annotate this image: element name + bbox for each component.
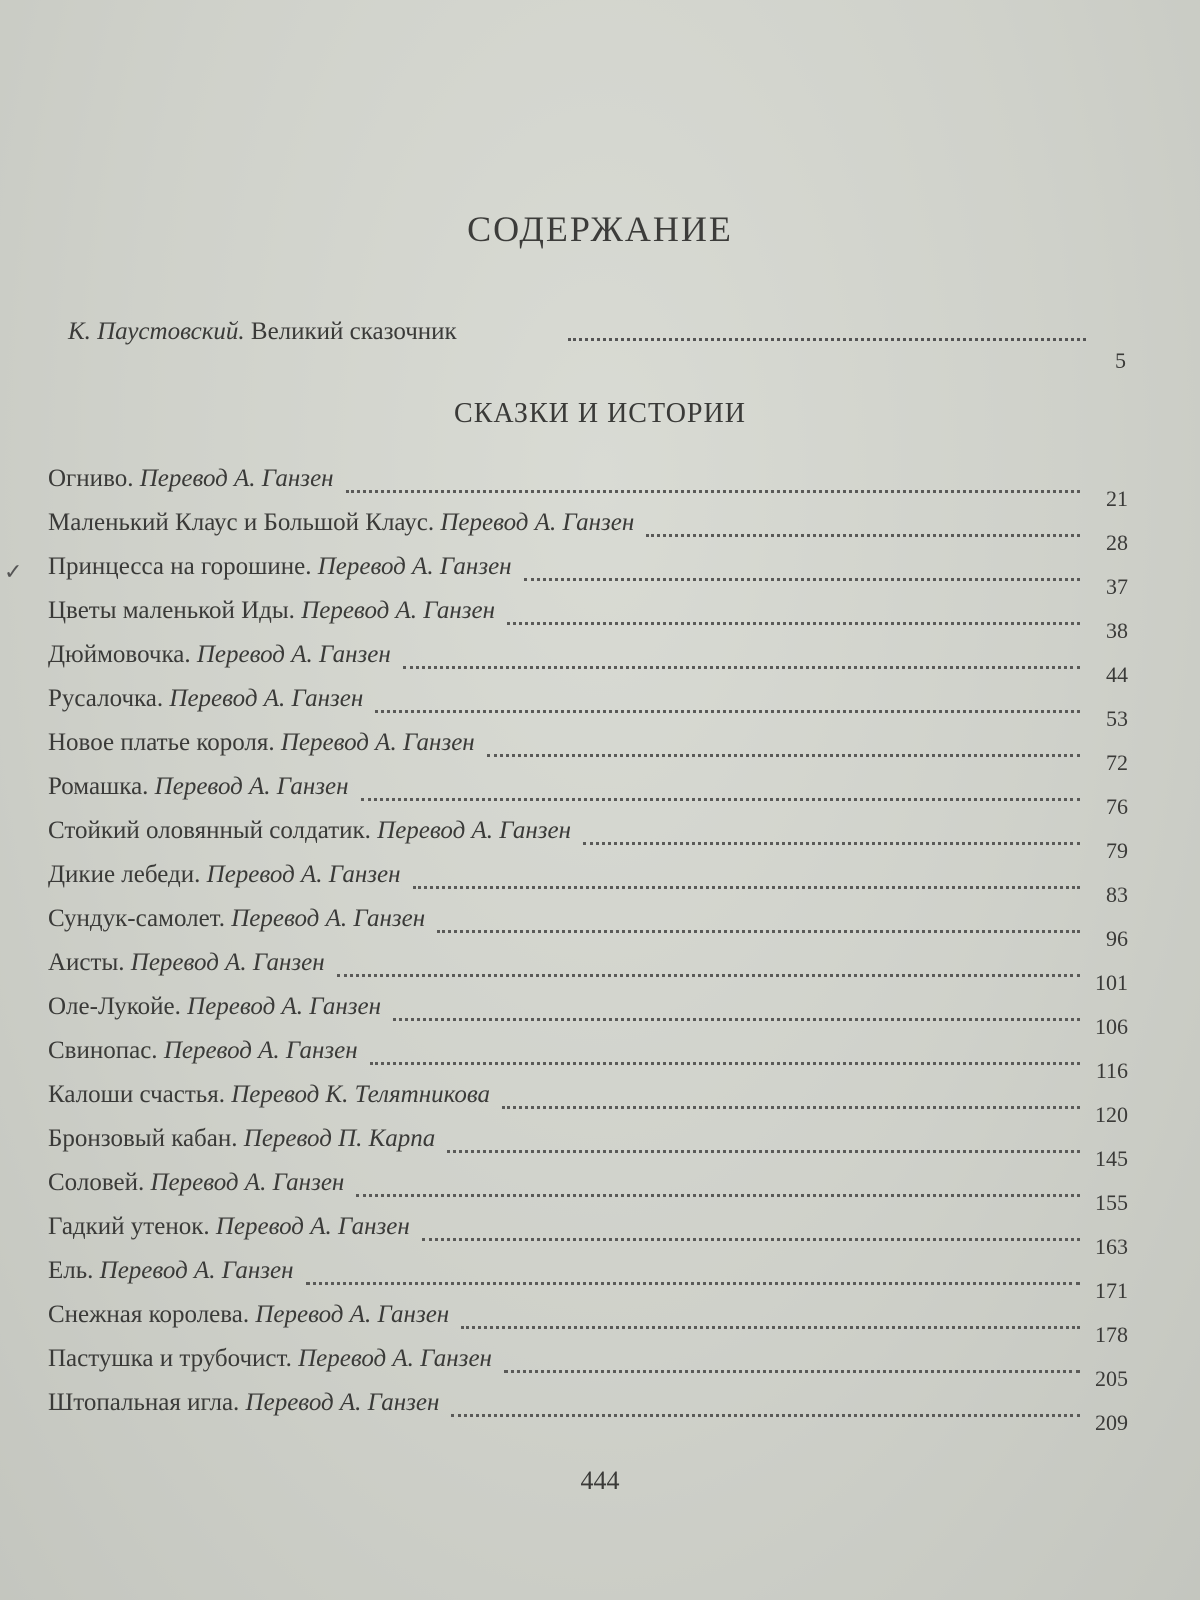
toc-entry-page: 28 xyxy=(1106,530,1128,555)
toc-entry xyxy=(34,1036,1128,1083)
toc-entry-translator: Перевод А. Ганзен xyxy=(255,1301,450,1328)
toc-entry-title: Оле-Лукойе. xyxy=(48,993,181,1020)
toc-leader-dots xyxy=(422,1234,1080,1241)
toc-entry-title: Пастушка и трубочист. xyxy=(48,1345,292,1372)
toc-entry-title: Стойкий оловянный солдатик. xyxy=(48,817,371,844)
toc-entry-title: Сундук-самолет. xyxy=(48,905,225,932)
toc-entry-translator: Перевод А. Ганзен xyxy=(231,905,426,932)
toc-entry-translator: Перевод А. Ганзен xyxy=(301,597,496,624)
toc-entry-translator: Перевод А. Ганзен xyxy=(169,685,364,712)
toc-entry-title: Огниво. xyxy=(48,465,134,492)
toc-entry-text xyxy=(48,1344,492,1374)
toc-leader-dots xyxy=(413,882,1080,889)
toc-leader-dots xyxy=(375,706,1080,713)
toc-leader-dots xyxy=(337,970,1080,977)
intro-leader-dots xyxy=(568,328,1086,341)
toc-entry-translator: Перевод А. Ганзен xyxy=(187,993,382,1020)
toc-entry-page: 72 xyxy=(1106,750,1128,775)
toc-entry-page: 96 xyxy=(1106,926,1128,951)
toc-entry-translator: Перевод А. Ганзен xyxy=(215,1213,410,1240)
toc-entry xyxy=(34,640,1128,687)
toc-entry-translator: Перевод П. Карпа xyxy=(243,1125,436,1152)
toc-entry-title: Дюймовочка. xyxy=(48,641,191,668)
toc-entry xyxy=(34,1300,1128,1347)
toc-entry-page: 21 xyxy=(1106,486,1128,511)
toc-leader-dots xyxy=(502,1102,1080,1109)
toc-entry xyxy=(34,684,1128,731)
toc-leader-dots xyxy=(451,1410,1080,1417)
toc-entry-title: Гадкий утенок. xyxy=(48,1213,210,1240)
toc-entry-title: Ромашка. xyxy=(48,773,149,800)
toc-entry-page: 37 xyxy=(1106,574,1128,599)
toc-entry xyxy=(34,816,1128,863)
toc-entry-title: Маленький Клаус и Большой Клаус. xyxy=(48,509,435,536)
toc-leader-dots xyxy=(447,1146,1080,1153)
section-title: СКАЗКИ И ИСТОРИИ xyxy=(454,398,746,429)
page-title: СОДЕРЖАНИЕ xyxy=(467,209,733,249)
toc-entry-translator: Перевод А. Ганзен xyxy=(154,773,349,800)
toc-entry-text xyxy=(48,1168,344,1198)
toc-entry xyxy=(34,1080,1128,1127)
toc-entry-translator: Перевод А. Ганзен xyxy=(99,1257,294,1284)
toc-leader-dots xyxy=(306,1278,1080,1285)
toc-leader-dots xyxy=(403,662,1080,669)
toc-entry-title: Бронзовый кабан. xyxy=(48,1125,238,1152)
toc-entry-text xyxy=(48,1388,439,1418)
toc-entry-page: 38 xyxy=(1106,618,1128,643)
toc-entry-title: Цветы маленькой Иды. xyxy=(48,597,295,624)
toc-entry-text xyxy=(48,1080,490,1110)
toc-entry-translator: Перевод А. Ганзен xyxy=(377,817,572,844)
toc-leader-dots xyxy=(346,486,1080,493)
toc-entry-translator: Перевод А. Ганзен xyxy=(440,509,635,536)
toc-entry-title: Свинопас. xyxy=(48,1037,158,1064)
toc-entry-text xyxy=(48,816,571,846)
toc-entry-text xyxy=(48,992,381,1022)
toc-entry-text xyxy=(48,904,425,934)
toc-entry xyxy=(4,552,1128,599)
toc-entry xyxy=(34,860,1128,907)
toc-entry-page: 209 xyxy=(1095,1410,1128,1435)
toc-entry-page: 205 xyxy=(1095,1366,1128,1391)
toc-leader-dots xyxy=(487,750,1080,757)
toc-entry-page: 171 xyxy=(1095,1278,1128,1303)
toc-entry-page: 76 xyxy=(1106,794,1128,819)
toc-entry-text xyxy=(48,596,495,626)
page-number: 444 xyxy=(580,1466,620,1495)
toc-entry-text xyxy=(48,640,391,670)
toc-entry-text xyxy=(48,1124,435,1154)
toc-entry xyxy=(34,1256,1128,1303)
toc-leader-dots xyxy=(461,1322,1080,1329)
toc-entry-title: Ель. xyxy=(48,1257,94,1284)
toc-entry xyxy=(34,1344,1128,1391)
toc-entry-text xyxy=(48,860,401,890)
toc-entry-title: Аисты. xyxy=(48,949,125,976)
toc-entry-text xyxy=(48,948,325,978)
toc-entry-text xyxy=(48,508,634,538)
toc-entry-text xyxy=(48,728,475,758)
toc-entry-page: 178 xyxy=(1095,1322,1128,1347)
toc-entry xyxy=(34,1212,1128,1259)
toc-entry-page: 163 xyxy=(1095,1234,1128,1259)
toc-entry xyxy=(34,1124,1128,1171)
toc-leader-dots xyxy=(370,1058,1080,1065)
intro-entry xyxy=(68,318,1126,373)
toc-entry-page: 83 xyxy=(1106,882,1128,907)
intro-author: К. Паустовский. xyxy=(68,318,245,345)
toc-entry-translator: Перевод А. Ганзен xyxy=(163,1037,358,1064)
toc-entry xyxy=(34,728,1128,775)
table-of-contents xyxy=(4,464,1128,1435)
toc-leader-dots xyxy=(583,838,1080,845)
toc-entry-text xyxy=(48,464,334,494)
toc-leader-dots xyxy=(361,794,1080,801)
toc-leader-dots xyxy=(504,1366,1080,1373)
toc-entry-translator: Перевод А. Ганзен xyxy=(298,1345,492,1372)
toc-entry-page: 79 xyxy=(1106,838,1128,863)
intro-title: Великий сказочник xyxy=(250,318,457,345)
toc-entry-page: 106 xyxy=(1095,1014,1128,1039)
toc-entry-title: Русалочка. xyxy=(48,685,164,712)
toc-entry-page: 53 xyxy=(1106,706,1128,731)
toc-entry-page: 155 xyxy=(1095,1190,1128,1215)
toc-entry-translator: Перевод А. Ганзен xyxy=(130,949,325,976)
handwritten-check-icon: ✓ xyxy=(4,560,23,585)
toc-entry xyxy=(34,992,1128,1039)
toc-leader-dots xyxy=(524,574,1080,581)
toc-entry xyxy=(34,1168,1128,1215)
toc-entry-translator: Перевод А. Ганзен xyxy=(317,553,512,580)
toc-entry-title: Новое платье короля. xyxy=(48,729,275,756)
toc-entry-translator: Перевод А. Ганзен xyxy=(150,1169,345,1196)
toc-leader-dots xyxy=(393,1014,1080,1021)
toc-entry xyxy=(34,772,1128,819)
toc-entry-text xyxy=(48,1256,294,1286)
toc-entry xyxy=(34,464,1128,511)
toc-entry-text xyxy=(48,1300,449,1330)
toc-leader-dots xyxy=(356,1190,1080,1197)
toc-entry-page: 145 xyxy=(1095,1146,1128,1171)
toc-entry-text xyxy=(48,1212,410,1242)
toc-entry xyxy=(34,508,1128,555)
intro-page-number: 5 xyxy=(1115,348,1126,373)
toc-entry-page: 101 xyxy=(1095,970,1128,995)
toc-entry-text xyxy=(48,1036,358,1066)
toc-entry-text xyxy=(48,684,363,714)
toc-entry-translator: Перевод А. Ганзен xyxy=(206,861,401,888)
toc-entry-page: 44 xyxy=(1106,662,1128,687)
toc-entry-translator: Перевод К. Телятникова xyxy=(231,1081,491,1108)
toc-entry-title: Принцесса на горошине. xyxy=(48,553,312,580)
toc-entry-translator: Перевод А. Ганзен xyxy=(280,729,475,756)
toc-entry-title: Штопальная игла. xyxy=(48,1389,240,1416)
toc-entry xyxy=(34,1388,1128,1435)
toc-entry-text xyxy=(48,772,349,802)
toc-entry xyxy=(34,596,1128,643)
toc-entry xyxy=(34,948,1128,995)
toc-entry xyxy=(34,904,1128,951)
toc-entry-translator: Перевод А. Ганзен xyxy=(139,465,334,492)
toc-entry-title: Снежная королева. xyxy=(48,1301,250,1328)
toc-entry-page: 116 xyxy=(1095,1058,1128,1083)
toc-leader-dots xyxy=(646,530,1080,537)
toc-entry-title: Дикие лебеди. xyxy=(48,861,201,888)
toc-entry-page: 120 xyxy=(1095,1102,1128,1127)
toc-entry-translator: Перевод А. Ганзен xyxy=(245,1389,440,1416)
toc-entry-text xyxy=(48,552,512,582)
toc-entry-translator: Перевод А. Ганзен xyxy=(196,641,391,668)
toc-entry-title: Калоши счастья. xyxy=(48,1081,225,1108)
toc-leader-dots xyxy=(507,618,1080,625)
toc-entry-title: Соловей. xyxy=(48,1169,145,1196)
toc-leader-dots xyxy=(437,926,1080,933)
